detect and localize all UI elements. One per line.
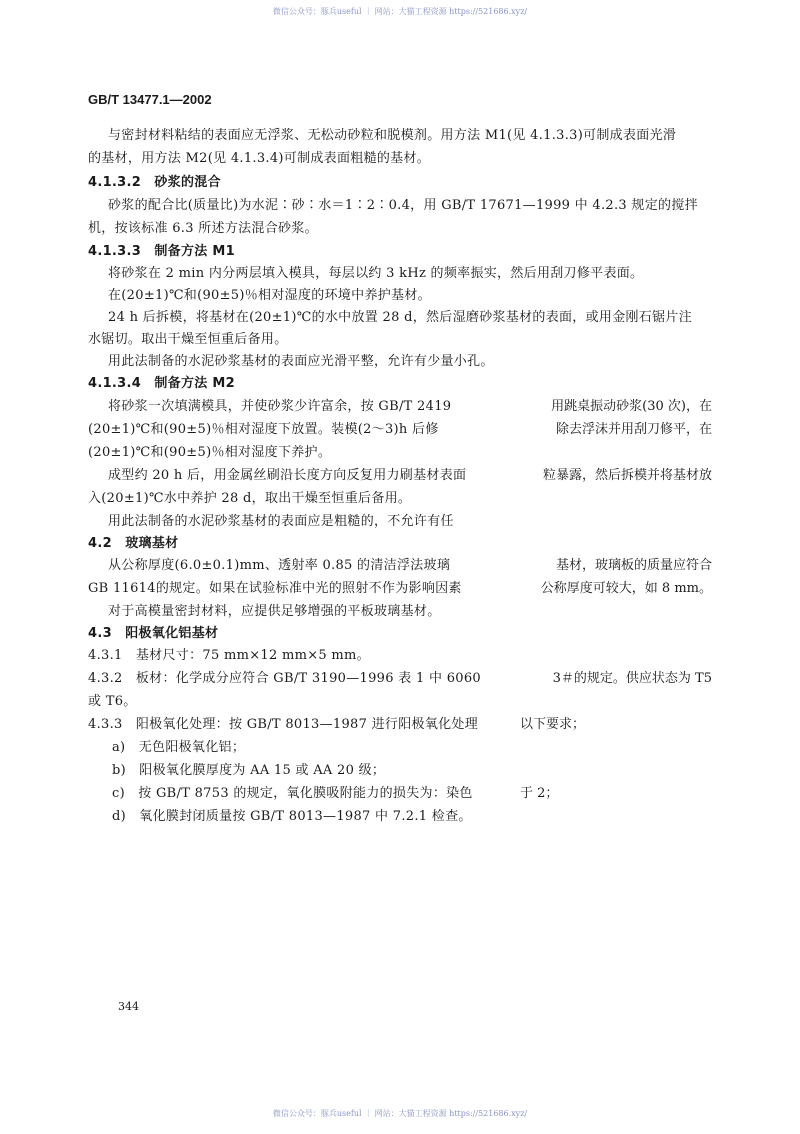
paragraph-line: 对于高模量密封材料，应提供足够增强的平板玻璃基材。 xyxy=(108,604,441,619)
paragraph-line: 将砂浆一次填满模具，并使砂浆少许富余，按 GB/T 2419 xyxy=(108,399,452,414)
paragraph-fragment: 于 2； xyxy=(520,786,559,801)
paragraph-fragment: 以下要求； xyxy=(520,717,586,732)
paragraph-line: 4.3.3 阳极氧化处理：按 GB/T 8013—1987 进行阳极氧化处理 xyxy=(88,717,479,732)
section-heading: 4.1.3.2 砂浆的混合 xyxy=(88,175,221,190)
page-number: 344 xyxy=(118,1000,139,1013)
section-heading: 4.1.3.3 制备方法 M1 xyxy=(88,244,236,259)
paragraph-line: 4.3.1 基材尺寸：75 mm×12 mm×5 mm。 xyxy=(88,648,370,663)
paragraph-line: 在(20±1)℃和(90±5)％相对湿度的环境中养护基材。 xyxy=(108,288,431,303)
list-item: d) 氧化膜封闭质量按 GB/T 8013—1987 中 7.2.1 检查。 xyxy=(112,809,472,824)
paragraph-fragment: 粒暴露，然后拆模并将基材放 xyxy=(542,468,712,483)
paragraph-fragment: 除去浮沫并用刮刀修平，在 xyxy=(555,422,712,437)
paragraph-line: 入(20±1)℃水中养护 28 d，取出干燥至恒重后备用。 xyxy=(88,491,412,506)
paragraph-line: 机，按该标准 6.3 所述方法混合砂浆。 xyxy=(88,221,318,236)
paragraph-fragment: 基材，玻璃板的质量应符合 xyxy=(555,558,712,573)
section-heading: 4.1.3.4 制备方法 M2 xyxy=(88,376,236,391)
paragraph-fragment: 3＃的规定。供应状态为 T5 xyxy=(552,671,712,686)
paragraph-line: 或 T6。 xyxy=(88,694,137,709)
paragraph-line: GB 11614的规定。如果在试验标准中光的照射不作为影响因素 xyxy=(88,581,462,596)
list-item: b) 阳极氧化膜厚度为 AA 15 或 AA 20 级； xyxy=(112,763,386,778)
list-item: a) 无色阳极氧化铝； xyxy=(112,740,246,755)
paragraph-line: 水锯切。取出干燥至恒重后备用。 xyxy=(88,332,288,347)
paragraph-line: 4.3.2 板材：化学成分应符合 GB/T 3190—1996 表 1 中 6060 xyxy=(88,671,481,686)
watermark-top: 微信公众号：豚兵useful ｜ 网站：大猫工程资源 https://521686.xyz/ xyxy=(272,7,528,16)
paragraph-fragment: 用跳桌振动砂浆(30 次)，在 xyxy=(551,399,712,414)
section-heading: 4.3 阳极氧化铝基材 xyxy=(88,626,219,641)
paragraph-line: 从公称厚度(6.0±0.1)mm、透射率 0.85 的清洁浮法玻璃 xyxy=(108,558,451,573)
list-item: c) 按 GB/T 8753 的规定，氧化膜吸附能力的损失为：染色 xyxy=(112,786,473,801)
paragraph-line: 与密封材料粘结的表面应无浮浆、无松动砂粒和脱模剂。用方法 M1(见 4.1.3.3)可制成表面光滑 xyxy=(108,128,677,143)
paragraph-line: 24 h 后拆模，将基材在(20±1)℃的水中放置 28 d，然后湿磨砂浆基材的表面，或用金刚石锯片注 xyxy=(108,310,692,325)
paragraph-line: 用此法制备的水泥砂浆基材的表面应光滑平整，允许有少量小孔。 xyxy=(108,354,494,369)
paragraph-line: (20±1)℃和(90±5)％相对湿度下养护。 xyxy=(88,445,332,460)
paragraph-line: 的基材，用方法 M2(见 4.1.3.4)可制成表面粗糙的基材。 xyxy=(88,151,431,166)
standard-header: GB/T 13477.1—2002 xyxy=(88,92,212,107)
paragraph-line: 将砂浆在 2 min 内分两层填入模具，每层以约 3 kHz 的频率振实，然后用刮刀修平表面。 xyxy=(108,266,644,281)
section-heading: 4.2 玻璃基材 xyxy=(88,536,179,551)
paragraph-line: 成型约 20 h 后，用金属丝刷沿长度方向反复用力刷基材表面 xyxy=(108,468,467,483)
paragraph-line: 砂浆的配合比(质量比)为水泥∶砂∶水＝1∶2∶0.4，用 GB/T 17671—1999 中 4.2.3 规定的搅拌 xyxy=(108,198,698,213)
paragraph-line: 用此法制备的水泥砂浆基材的表面应是粗糙的，不允许有任 xyxy=(108,514,454,529)
watermark-bottom: 微信公众号：豚兵useful ｜ 网站：大猫工程资源 https://521686.xyz/ xyxy=(272,1109,528,1118)
paragraph-line: (20±1)℃和(90±5)％相对湿度下放置。装模(2～3)h 后修 xyxy=(88,422,439,437)
paragraph-fragment: 公称厚度可较大，如 8 mm。 xyxy=(540,581,712,596)
